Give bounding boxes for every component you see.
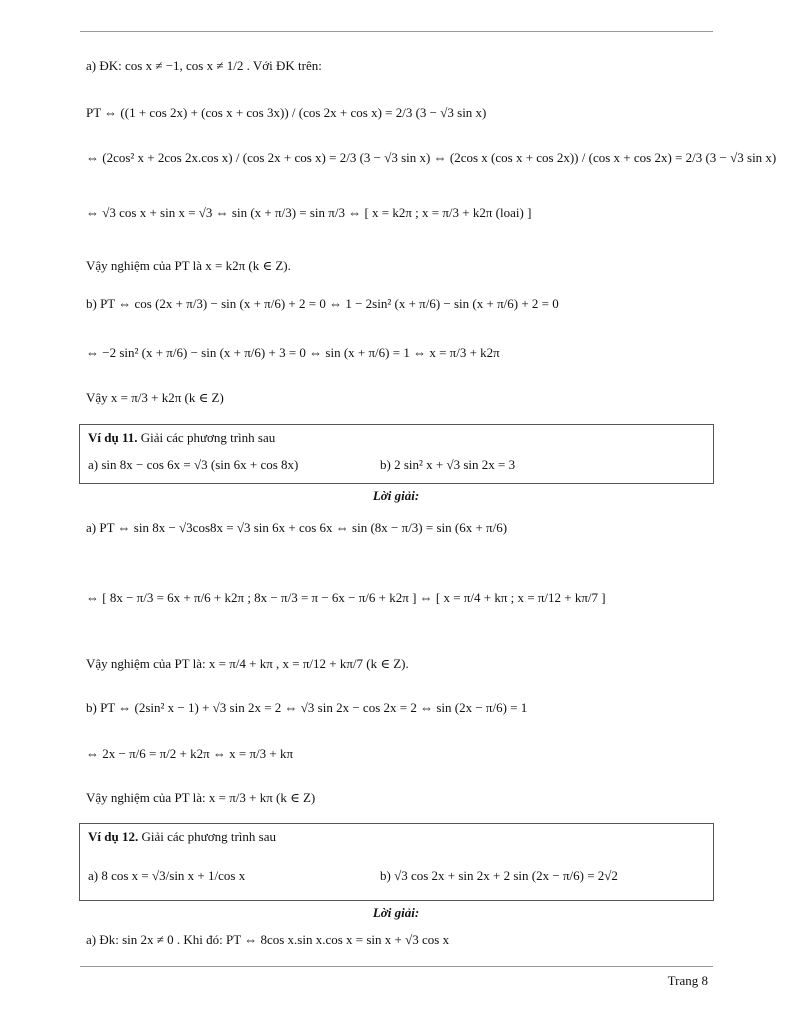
math-line: ⇔ 2x − π/6 = π/2 + k2π ⇔ x = π/3 + kπ bbox=[86, 746, 294, 761]
example-part-a: a) sin 8x − cos 6x = √3 (sin 6x + cos 8x) bbox=[88, 457, 299, 472]
math-line: b) PT ⇔ cos (2x + π/3) − sin (x + π/6) + 2 = 0 ⇔ 1 − 2sin² (x + π/6) − sin (x + π/6) + 2 = 0 bbox=[86, 296, 559, 311]
math-line: a) Đk: sin 2x ≠ 0 . Khi đó: PT ⇔ 8cos x.sin x.cos x = sin x + √3 cos x bbox=[86, 932, 450, 947]
solution-heading: Lời giải: bbox=[372, 905, 420, 920]
example-title: Ví dụ 12. bbox=[88, 829, 139, 844]
footer-rule bbox=[80, 966, 713, 967]
solution-heading: Lời giải: bbox=[372, 488, 420, 503]
example-prompt: Giải các phương trình sau bbox=[140, 430, 276, 445]
math-line: ⇔ (2cos² x + 2cos 2x.cos x) / (cos 2x + cos x) = 2/3 (3 − √3 sin x) ⇔ (2cos x (cos x + cos 2x)) / (cos x + cos 2x) = 2/3 (3 − √3 sin x) bbox=[86, 150, 777, 165]
math-line: ⇔ √3 cos x + sin x = √3 ⇔ sin (x + π/3) = sin π/3 ⇔ [ x = k2π ; x = π/3 + k2π (loai) ] bbox=[86, 205, 532, 220]
text-line: Vậy nghiệm của PT là: x = π/4 + kπ , x = π/12 + kπ/7 (k ∈ Z). bbox=[86, 656, 409, 671]
text-line: Vậy x = π/3 + k2π (k ∈ Z) bbox=[86, 390, 224, 405]
example-part-b: b) 2 sin² x + √3 sin 2x = 3 bbox=[380, 457, 516, 472]
text-line: Vậy nghiệm của PT là: x = π/3 + kπ (k ∈ Z) bbox=[86, 790, 316, 805]
example-box bbox=[79, 823, 714, 901]
example-prompt: Giải các phương trình sau bbox=[141, 829, 276, 844]
example-title: Ví dụ 11. bbox=[88, 430, 138, 445]
example-part-a: a) 8 cos x = √3/sin x + 1/cos x bbox=[88, 868, 246, 883]
math-line: PT ⇔ ((1 + cos 2x) + (cos x + cos 3x)) / (cos 2x + cos x) = 2/3 (3 − √3 sin x) bbox=[86, 105, 487, 120]
header-rule bbox=[80, 31, 713, 32]
page-number: Trang 8 bbox=[667, 973, 708, 988]
math-line: a) PT ⇔ sin 8x − √3cos8x = √3 sin 6x + cos 6x ⇔ sin (8x − π/3) = sin (6x + π/6) bbox=[86, 520, 508, 535]
example-part-b: b) √3 cos 2x + sin 2x + 2 sin (2x − π/6) = 2√2 bbox=[380, 868, 618, 883]
text-line: Vậy nghiệm của PT là x = k2π (k ∈ Z). bbox=[86, 258, 291, 273]
math-line: b) PT ⇔ (2sin² x − 1) + √3 sin 2x = 2 ⇔ √3 sin 2x − cos 2x = 2 ⇔ sin (2x − π/6) = 1 bbox=[86, 700, 528, 715]
math-line: ⇔ [ 8x − π/3 = 6x + π/6 + k2π ; 8x − π/3 = π − 6x − π/6 + k2π ] ⇔ [ x = π/4 + kπ ; x = π/12 + kπ/7 ] bbox=[86, 590, 606, 605]
example-box bbox=[79, 424, 714, 484]
text-line: a) ĐK: cos x ≠ −1, cos x ≠ 1/2 . Với ĐK trên: bbox=[86, 58, 322, 73]
math-line: ⇔ −2 sin² (x + π/6) − sin (x + π/6) + 3 = 0 ⇔ sin (x + π/6) = 1 ⇔ x = π/3 + k2π bbox=[86, 345, 500, 360]
